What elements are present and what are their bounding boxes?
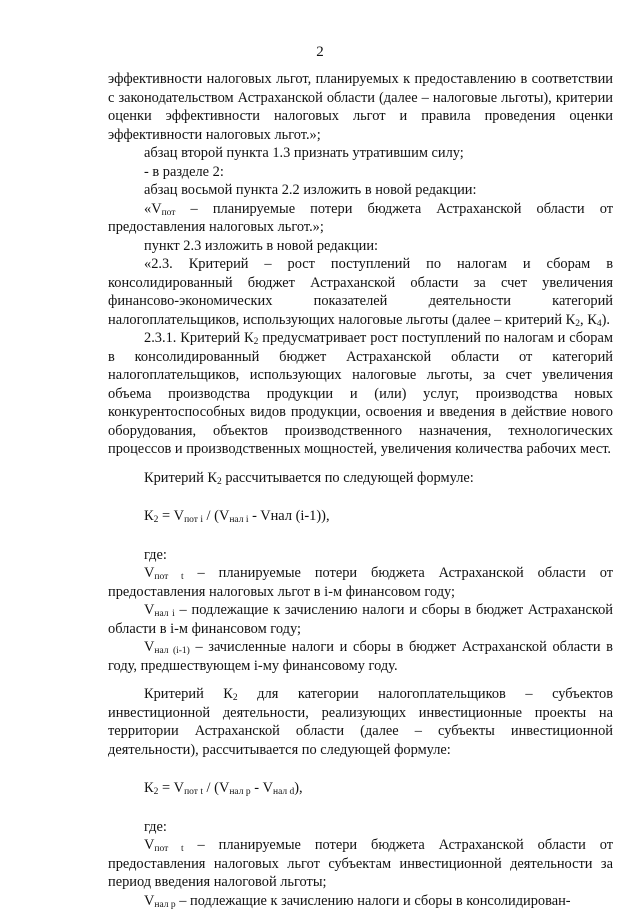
paragraph-clause-1-3: абзац второй пункта 1.3 признать утратившим силу;: [108, 144, 613, 163]
document-body: [108, 70, 613, 910]
definition-vnal-p: $V_{нал р}$ – подлежащие к зачислению налоги и сборы в консолидирован-: [108, 892, 613, 910]
definition-vnal-i: $V_{нал i}$ – подлежащие к зачислению налоги и сборы в бюджет Астраханской области в i-м финансовом году;: [108, 601, 613, 638]
paragraph-where-1: где:: [108, 546, 613, 565]
paragraph-clause-2-3-intro: пункт 2.3 изложить в новой редакции:: [108, 237, 613, 256]
definition-vnal-i-minus-1: $V_{нал (i-1)}$ – зачисленные налоги и сборы в бюджет Астраханской области в году, предшествующем i-му финансовому году.: [108, 638, 613, 675]
paragraph-section-2: - в разделе 2:: [108, 163, 613, 182]
paragraph-formula-intro-1: Критерий $К_2$ рассчитывается по следующей формуле:: [108, 469, 613, 488]
formula-k2-general: $К_2 = V_{пот i} / (V_{нал i}$ - Vнал (i-1)),: [108, 507, 613, 526]
page-number: 2: [0, 44, 640, 61]
definition-vpot-t-1: $V_{пот t}$ – планируемые потери бюджета Астраханской области от предоставления налоговых льгот в i-м финансовом году;: [108, 564, 613, 601]
paragraph-formula-intro-2: Критерий $К_2$ для категории налогоплательщиков – субъектов инвестиционной деятельности, реализующих инвестиционные проекты на территории Астраханской области (далее – субъекты инвестиционной деятельности), рассчитывается по следующей формуле:: [108, 685, 613, 759]
paragraph-clause-2-3-1: 2.3.1. Критерий $К_2$ предусматривает рост поступлений по налогам и сборам в консолидированный бюджет Астраханской области от категорий налогоплательщиков, использующих налоговые льготы, за счет увеличения объема производства продукции и (или) услуг, производства новых конкурентоспособных видов продукции, освоения и введения в действие нового оборудования, объектов производственного назначения, технологических процессов и производственных мощностей, увеличения количества рабочих мест.: [108, 329, 613, 459]
definition-vpot-t-2: $V_{пот t}$ – планируемые потери бюджета Астраханской области от предоставления налоговых льгот субъектам инвестиционной деятельности за период введения налоговой льготы;: [108, 836, 613, 892]
paragraph-clause-2-3: «2.3. Критерий – рост поступлений по налогам и сборам в консолидированный бюджет Астраханской области за счет увеличения финансово-экономических показателей деятельности категорий налогоплательщиков, использующих налоговые льготы (далее – критерий $К_2$, $К_4$).: [108, 255, 613, 329]
paragraph-intro-continuation: эффективности налоговых льгот, планируемых к предоставлению в соответствии с законодательством Астраханской области (далее – налоговые льготы), критерии оценки эффективности налоговых льгот и правила проведения оценки эффективности налоговых льгот.»;: [108, 70, 613, 144]
paragraph-where-2: где:: [108, 818, 613, 837]
formula-k2-investment: $К_2 = V_{пот t} / (V_{нал р} - V_{нал d})$,: [108, 779, 613, 798]
paragraph-vpot-definition: «$V_{пот}$ – планируемые потери бюджета Астраханской области от предоставления налоговых льгот.»;: [108, 200, 613, 237]
paragraph-clause-2-2: абзац восьмой пункта 2.2 изложить в новой редакции:: [108, 181, 613, 200]
